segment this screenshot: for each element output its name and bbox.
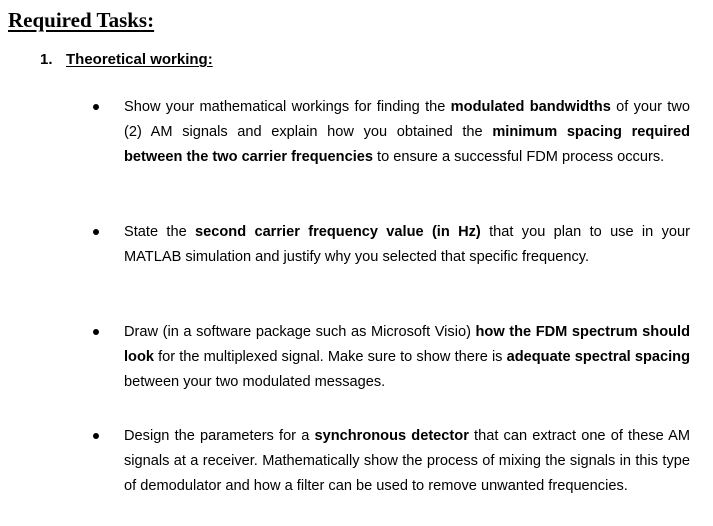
task-text-segment: of your two (2) AM signals and explain how you obtained the [124, 99, 690, 140]
bullet-icon [93, 329, 99, 335]
task-text-segment: to ensure a successful FDM process occurs. [373, 149, 665, 165]
task-text-segment: State the [124, 224, 196, 240]
task-text-emphasis: synchronous detector [314, 428, 469, 444]
page-heading: Required Tasks: [8, 8, 155, 32]
task-text-segment: between your two modulated messages. [124, 374, 386, 390]
task-text-segment: Draw (in a software package such as Microsoft Visio) [124, 324, 476, 340]
task-text-emphasis: how the FDM spectrum should look [124, 324, 690, 365]
task-text [124, 320, 690, 395]
section-heading [40, 50, 213, 70]
task-text [124, 95, 690, 170]
task-text-emphasis: adequate spectral spacing [506, 349, 690, 365]
section-title: Theoretical working: [66, 51, 213, 68]
bullet-icon [93, 104, 99, 110]
task-text-segment: for the multiplexed signal. Make sure to show there is [154, 349, 507, 365]
task-item-fdm-spectrum [90, 320, 690, 395]
task-item-bandwidths [90, 95, 690, 170]
task-text-segment: that can extract one of these AM signals at a receiver. Mathematically show the process of mixing the signals in this type of demodulator and how a filter can be used to remove unwanted frequencies. [124, 428, 690, 494]
task-text-segment: Design the parameters for a [124, 428, 315, 444]
task-text-emphasis: modulated bandwidths [450, 99, 611, 115]
bullet-icon [93, 433, 99, 439]
bullet-icon [93, 229, 99, 235]
task-item-carrier-frequency [90, 220, 690, 270]
task-text-segment: Show your mathematical workings for finding the [124, 99, 451, 115]
task-text-emphasis: second carrier frequency value (in Hz) [195, 224, 481, 240]
task-item-synchronous-detector [90, 424, 690, 499]
task-text-emphasis: minimum spacing required between the two carrier frequencies [124, 124, 690, 165]
task-text [124, 220, 690, 270]
section-number: 1. [40, 51, 53, 68]
task-text [124, 424, 690, 499]
task-text-segment: that you plan to use in your MATLAB simulation and justify why you selected that specific frequency. [124, 224, 690, 265]
